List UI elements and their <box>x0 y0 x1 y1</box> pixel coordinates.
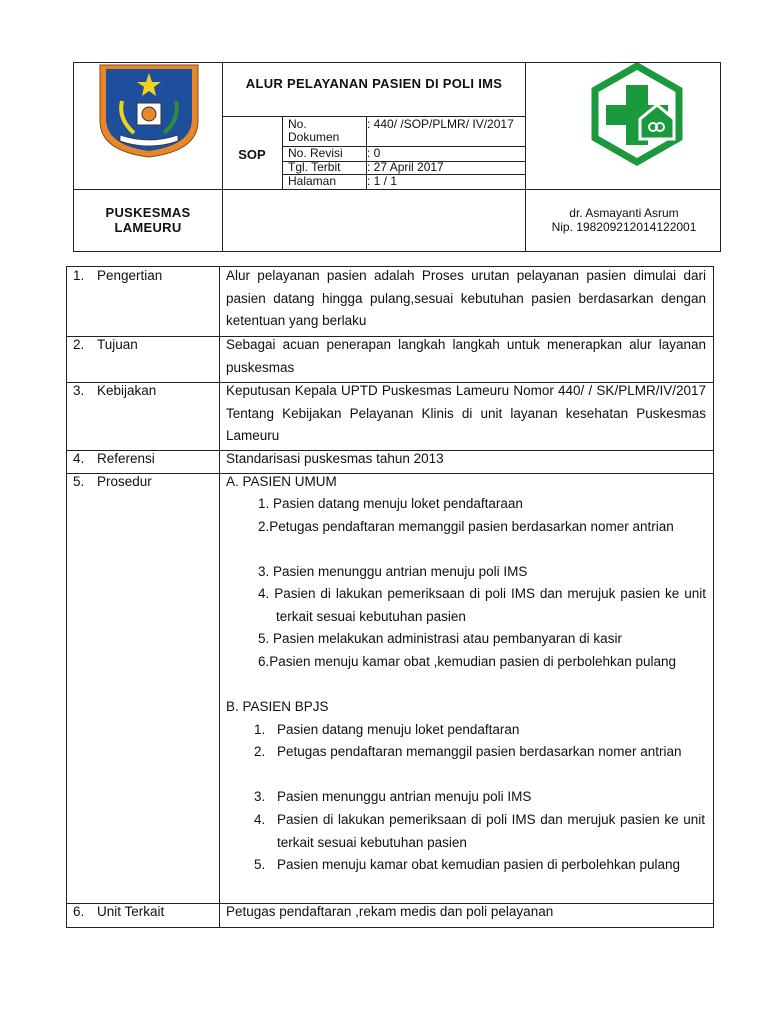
signer-nip: Nip. 198209212014122001 <box>551 220 697 234</box>
meta-value: : 1 / 1 <box>367 174 398 188</box>
puskesmas-logo-icon <box>582 63 692 183</box>
regional-emblem-icon <box>94 63 204 158</box>
procedure-b-title: B. PASIEN BPJS <box>226 699 329 714</box>
section-text: Alur pelayanan pasien adalah Proses urutan pelayanan pasien dimulai dari pasien datang hingga pulang,sesuai kebutuhan pasien berdasarkan dengan ketentuan yang berlaku <box>226 268 706 328</box>
meta-value: : 27 April 2017 <box>367 160 444 174</box>
sop-label: SOP <box>238 147 266 162</box>
meta-key: No. Dokumen <box>288 117 340 144</box>
divider <box>67 473 713 474</box>
procedure-step: 6.Pasien menuju kamar obat ,kemudian pasien di perbolehkan pulang <box>258 654 677 669</box>
section-label: 3. Kebijakan <box>73 383 157 398</box>
procedure-step: 1. Pasien datang menuju loket pendaftaraan <box>258 496 523 511</box>
section-label: 4. Referensi <box>73 451 155 466</box>
divider <box>74 189 720 190</box>
sop-header <box>73 62 721 252</box>
institution-name: PUSKESMAS LAMEURU <box>105 205 191 235</box>
section-label: 1. Pengertian <box>73 268 163 283</box>
divider <box>282 116 283 189</box>
section-text: Standarisasi puskesmas tahun 2013 <box>226 451 444 466</box>
procedure-step: 2.Petugas pendaftaran memanggil pasien berdasarkan nomer antrian <box>258 519 674 534</box>
meta-value: : 0 <box>367 146 381 160</box>
procedure-step: 5. Pasien melakukan administrasi atau pembanyaran di kasir <box>258 631 622 646</box>
signature-block <box>526 206 722 234</box>
section-label: 6. Unit Terkait <box>73 904 165 919</box>
procedure-step: 3. Pasien menunggu antrian menuju poli IMS <box>258 564 528 579</box>
signer-name: dr. Asmayanti Asrum <box>569 206 679 220</box>
procedure-a-title: A. PASIEN UMUM <box>226 474 337 489</box>
meta-key: Tgl. Terbit <box>288 160 341 174</box>
section-label: 5. Prosedur <box>73 474 152 489</box>
section-text: Sebagai acuan penerapan langkah langkah untuk menerapkan alur layanan puskesmas <box>226 337 706 375</box>
procedure-step: 4. Pasien di lakukan pemeriksaan di poli IMS dan merujuk pasien ke unit terkait sesuai kebutuhan pasien <box>258 586 706 624</box>
sop-content-table: 1. Pengertian Alur pelayanan pasien adalah Proses urutan pelayanan pasien dimulai dari pasien datang hingga pulang,sesuai kebutuhan pasien berdasarkan dengan ketentuan yang berlaku 2. Tujuan Sebagai acuan penerapan langkah langkah untuk menerapkan alur layanan puskesmas 3. Kebijakan Keputusan Kepala UPTD Puskesmas Lameuru Nomor 440/ / SK/PLMR/IV/2017 Tentang Kebijakan Pelayanan Klinis di unit layanan kesehatan Puskesmas Lameuru 4. Referensi Standarisasi puskesmas tahun 2013 5. Prosedur A. PASIEN UMUM 1. Pasien datang menuju loket pendaftaraan 2.Petugas pendaftaran memanggil pasien berdasarkan nomer antrian 3. Pasien menunggu antrian menuju poli IMS 4. Pasien di lakukan pemeriksaan di poli IMS dan merujuk pasien ke unit terkait sesuai kebutuhan pasien 5. Pasien melakukan administrasi atau pembanyaran di kasir 6.Pasien menuju kamar obat ,kemudian pasien di perbolehkan pulang B. PASIEN BPJS 1. Pasien datang menuju loket pendaftaran 2. Petugas pendaftaran memanggil pasien berdasarkan nomer antrian 3. Pasien menunggu antrian menuju poli IMS 4. Pasien di lakukan pemeriksaan di poli IMS dan merujuk pasien ke unit terkait sesuai kebutuhan pasien 5. Pasien menuju kamar obat kemudian pasien di perbolehkan pulang 6. Unit Terkait Petugas pendaftaran ,rekam medis dan poli pelayanan <box>66 266 714 928</box>
meta-key: No. Revisi <box>288 146 343 160</box>
divider <box>219 267 220 927</box>
document-title: ALUR PELAYANAN PASIEN DI POLI IMS <box>245 76 503 91</box>
meta-value: : 440/ /SOP/PLMR/ IV/2017 <box>367 117 514 131</box>
section-text: Petugas pendaftaran ,rekam medis dan poli pelayanan <box>226 904 554 919</box>
meta-key: Halaman <box>288 174 337 188</box>
section-text: Keputusan Kepala UPTD Puskesmas Lameuru Nomor 440/ / SK/PLMR/IV/2017 Tentang Kebijakan Pelayanan Klinis di unit layanan kesehatan Puskesmas Lameuru <box>226 383 706 443</box>
section-label: 2. Tujuan <box>73 337 138 352</box>
